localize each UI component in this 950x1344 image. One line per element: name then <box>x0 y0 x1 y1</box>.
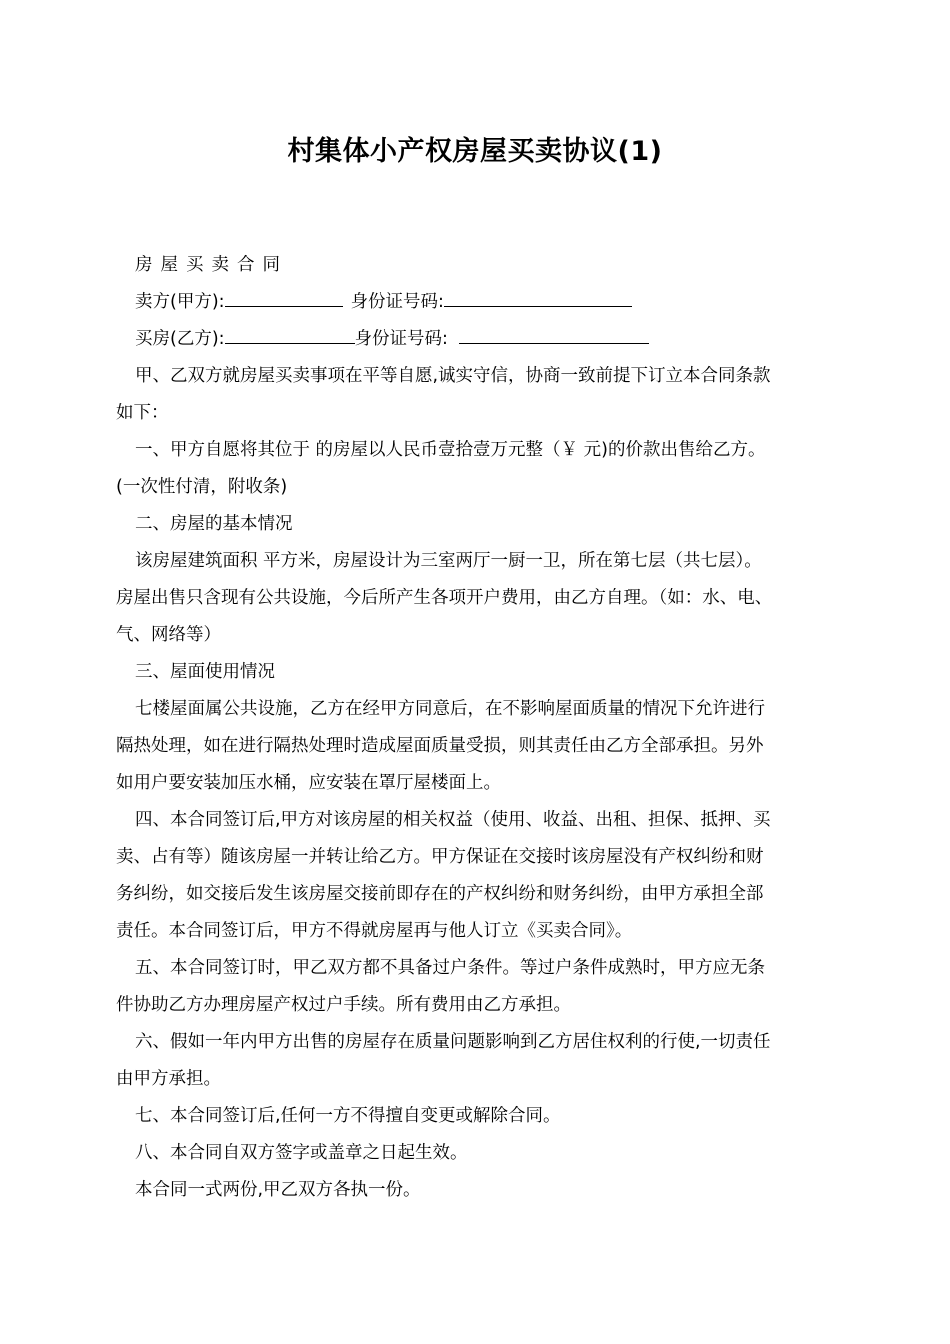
text-line: 八、本合同自双方签字或盖章之日起生效。 <box>135 1143 468 1163</box>
text-line: 责任。本合同签订后，甲方不得就房屋再与他人订立《买卖合同》。 <box>116 921 633 941</box>
text-line: 七楼屋面属公共设施，乙方在经甲方同意后，在不影响屋面质量的情况下允许进行 <box>135 699 765 719</box>
section-heading: 三、屋面使用情况 <box>135 662 275 682</box>
seller-id-label: 身份证号码: <box>350 292 444 312</box>
buyer-line <box>116 321 838 358</box>
buyer-id-blank <box>459 325 649 344</box>
text-line: 卖、占有等）随该房屋一并转让给乙方。甲方保证在交接时该房屋没有产权纠纷和财 <box>116 847 764 867</box>
seller-id-blank <box>444 288 632 307</box>
seller-label: 卖方(甲方): <box>135 292 225 312</box>
text-line: 气、网络等） <box>116 625 221 645</box>
text-line: 六、假如一年内甲方出售的房屋存在质量问题影响到乙方居住权利的行使,一切责任 <box>135 1032 771 1052</box>
section-heading: 二、房屋的基本情况 <box>135 514 293 534</box>
text-line: (一次性付清，附收条) <box>116 477 288 497</box>
text-line: 本合同一式两份,甲乙双方各执一份。 <box>135 1180 421 1200</box>
contract-heading: 房屋买卖合同 <box>135 255 288 275</box>
buyer-name-blank <box>225 325 355 344</box>
seller-name-blank <box>225 288 343 307</box>
text-line: 一、甲方自愿将其位于 的房屋以人民币壹拾壹万元整（￥ 元)的价款出售给乙方。 <box>135 440 766 460</box>
seller-line <box>116 284 838 321</box>
buyer-label: 买房(乙方): <box>135 329 225 349</box>
text-line: 隔热处理，如在进行隔热处理时造成屋面质量受损，则其责任由乙方全部承担。另外 <box>116 736 764 756</box>
text-line: 七、本合同签订后,任何一方不得擅自变更或解除合同。 <box>135 1106 561 1126</box>
buyer-id-label: 身份证号码: <box>354 329 448 349</box>
text-line: 件协助乙方办理房屋产权过户手续。所有费用由乙方承担。 <box>116 995 571 1015</box>
document-body <box>116 247 838 1209</box>
text-line: 五、本合同签订时，甲乙双方都不具备过户条件。等过户条件成熟时，甲方应无条 <box>135 958 765 978</box>
text-line: 务纠纷，如交接后发生该房屋交接前即存在的产权纠纷和财务纠纷，由甲方承担全部 <box>116 884 764 904</box>
text-line: 房屋出售只含现有公共设施，今后所产生各项开户费用，由乙方自理。（如：水、电、 <box>116 588 773 608</box>
text-line: 该房屋建筑面积 平方米，房屋设计为三室两厅一厨一卫，所在第七层（共七层）。 <box>135 551 762 571</box>
text-line: 如用户要安装加压水桶，应安装在罩厅屋楼面上。 <box>116 773 501 793</box>
document-title: 村集体小产权房屋买卖协议(1) <box>287 136 663 167</box>
text-line: 由甲方承担。 <box>116 1069 221 1089</box>
text-line: 如下： <box>116 403 169 423</box>
text-line: 甲、乙双方就房屋买卖事项在平等自愿,诚实守信，协商一致前提下订立本合同条款 <box>135 366 771 386</box>
text-line: 四、本合同签订后,甲方对该房屋的相关权益（使用、收益、出租、担保、抵押、买 <box>135 810 771 830</box>
